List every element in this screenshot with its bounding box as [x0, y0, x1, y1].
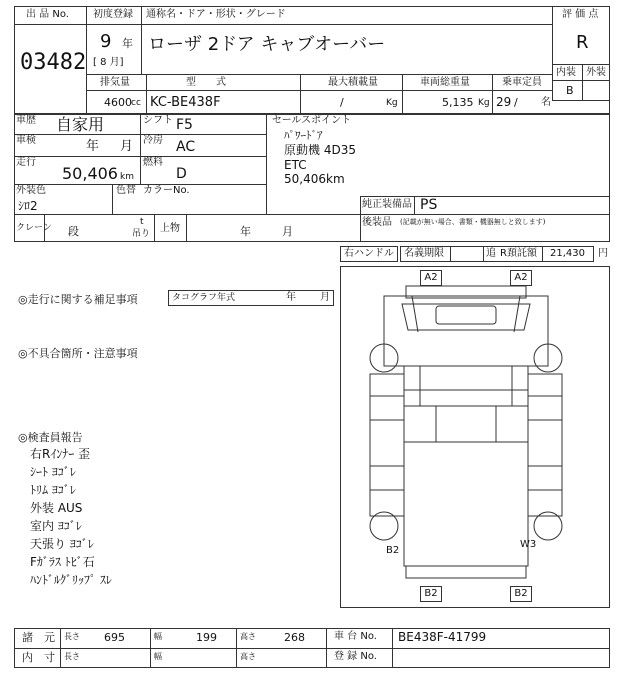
- chassis-label: 車 台 No.: [334, 631, 377, 642]
- displacement-value: 4600: [104, 96, 132, 109]
- ext-color-value: ｼﾛ2: [18, 199, 38, 213]
- car-name: ローザ 2ドア キャブオーバー: [148, 34, 386, 55]
- inspection-year: 年: [86, 139, 100, 154]
- inspector-line: ﾄﾘﾑ ﾖｺﾞﾚ: [30, 483, 76, 497]
- max-load-unit: Kg: [386, 98, 398, 108]
- capacity-label: 乗車定員: [502, 77, 542, 88]
- max-load-value: /: [340, 96, 344, 109]
- sales-point-line: 50,406km: [284, 172, 345, 186]
- inspector-line: 天張り ﾖｺﾞﾚ: [30, 537, 94, 551]
- width-label: 幅: [154, 632, 162, 641]
- color-change-label: 色替: [116, 185, 136, 196]
- defects-label: ◎不具合箇所・注意事項: [18, 347, 138, 360]
- fuel-value: D: [176, 166, 187, 182]
- inspection-label: 車検: [16, 135, 36, 146]
- name-change-label: 名義期限: [404, 248, 444, 259]
- color-code-label: カラーNo.: [143, 185, 190, 196]
- deck-year: 年: [240, 225, 251, 238]
- inspector-line: ｼｰﾄ ﾖｺﾞﾚ: [30, 465, 76, 479]
- inspector-report-label: ◎検査員報告: [18, 431, 83, 444]
- mark-rear-right-side: W3: [520, 539, 537, 550]
- genuine-equipment-value: PS: [420, 197, 438, 213]
- rating-label: 評 価 点: [562, 9, 599, 20]
- steering-value: 右ハンドル: [344, 248, 394, 259]
- mark-rear-right: B2: [510, 586, 532, 602]
- inner-width-label: 幅: [154, 652, 162, 661]
- first-reg-year: 9: [100, 31, 112, 52]
- capacity-value: 29: [496, 95, 512, 109]
- crane-t: t: [140, 217, 144, 227]
- capacity-unit: 名: [541, 97, 551, 108]
- sales-points-label: セールスポイント: [272, 115, 352, 126]
- model-label: 型 式: [186, 77, 226, 88]
- length-value: 695: [104, 631, 125, 644]
- history-value: 自家用: [56, 115, 105, 134]
- inspector-line: 右Rｲﾝﾅｰ 歪: [30, 447, 91, 461]
- inner-dims-label: 内 寸: [22, 651, 55, 664]
- sales-point-line: ﾊﾟﾜｰﾄﾞｱ: [284, 129, 323, 142]
- max-load-label: 最大積載量: [328, 77, 378, 88]
- lot-no: 03482: [20, 50, 87, 75]
- car-name-label: 通称名・ドア・形状・グレード: [146, 9, 286, 20]
- shift-value: F5: [176, 117, 193, 133]
- displacement-label: 排気量: [100, 77, 130, 88]
- odometer-unit: 円: [598, 248, 608, 259]
- first-reg-label: 初度登録: [93, 9, 133, 20]
- displacement-unit: cc: [131, 98, 141, 108]
- chassis-no: BE438F-41799: [398, 630, 487, 644]
- crane-label: クレーン: [16, 223, 52, 233]
- mark-front-left: A2: [420, 270, 442, 286]
- driving-notes-label: ◎走行に関する補足事項: [18, 293, 138, 306]
- inspector-line: Fｶﾞﾗｽ ﾄﾋﾞ石: [30, 555, 95, 569]
- ac-label: 冷房: [143, 135, 163, 146]
- exterior-label: 外装: [586, 67, 606, 78]
- ext-color-label: 外装色: [16, 185, 46, 196]
- tacho-label: タコグラフ年式: [172, 293, 236, 303]
- sales-point-line: 原動機 4D35: [284, 143, 356, 157]
- mark-rear-left: B2: [420, 586, 442, 602]
- interior-grade: B: [566, 84, 574, 97]
- dims-label: 諸 元: [22, 631, 55, 644]
- deck-month: 月: [282, 225, 293, 238]
- mileage-label: 走行: [16, 157, 36, 168]
- interior-label: 内装: [556, 67, 576, 78]
- aftermarket-note: (記載が無い場合、書類・機器無しと致します): [400, 218, 546, 226]
- inner-height-label: 高さ: [240, 652, 256, 661]
- width-value: 199: [196, 631, 217, 644]
- odometer-prefix: 追: [486, 248, 496, 259]
- height-value: 268: [284, 631, 305, 644]
- mileage-unit: km: [120, 172, 134, 182]
- sales-point-line: ETC: [284, 158, 307, 172]
- genuine-equipment-label: 純正装備品: [362, 199, 412, 210]
- shift-label: シフト: [143, 115, 173, 126]
- aftermarket-label: 後装品: [362, 217, 392, 228]
- crane-step: 段: [68, 225, 79, 238]
- mileage-value: 50,406: [62, 164, 118, 183]
- first-reg-month: [ 8 月]: [93, 57, 124, 68]
- tacho-year: 年: [286, 292, 296, 303]
- inspector-line: 外装 AUS: [30, 501, 83, 515]
- length-label: 長さ: [64, 632, 80, 641]
- odometer-value: 21,430: [550, 248, 585, 259]
- inspector-line: 室内 ﾖｺﾞﾚ: [30, 519, 82, 533]
- ac-value: AC: [176, 139, 196, 155]
- odometer-label: R頚託額: [500, 248, 537, 259]
- inspector-line: ﾊﾝﾄﾞﾙｸﾞﾘｯﾌﾟ ｽﾚ: [30, 573, 112, 587]
- history-label: 車歴: [16, 115, 36, 126]
- inner-length-label: 長さ: [64, 652, 80, 661]
- vehicle-diagram: [340, 266, 610, 608]
- gross-weight-unit: Kg: [478, 98, 490, 108]
- crane-hang: 吊り: [132, 229, 151, 239]
- tacho-month: 月: [320, 292, 330, 303]
- inspection-month: 月: [120, 139, 134, 154]
- model-value: KC-BE438F: [150, 95, 221, 110]
- rating-value: R: [576, 32, 589, 53]
- deck-label: 上物: [160, 223, 180, 234]
- height-label: 高さ: [240, 632, 256, 641]
- capacity-sep: /: [514, 96, 518, 109]
- gross-weight-value: 5,135: [442, 96, 474, 109]
- lot-no-label: 出 品 No.: [26, 9, 69, 20]
- gross-weight-label: 車両総重量: [420, 77, 470, 88]
- mark-rear-left-side: B2: [386, 545, 400, 556]
- reg-no-label: 登 録 No.: [334, 651, 377, 662]
- mark-front-right: A2: [510, 270, 532, 286]
- first-reg-year-unit: 年: [122, 37, 133, 50]
- fuel-label: 燃料: [143, 157, 163, 168]
